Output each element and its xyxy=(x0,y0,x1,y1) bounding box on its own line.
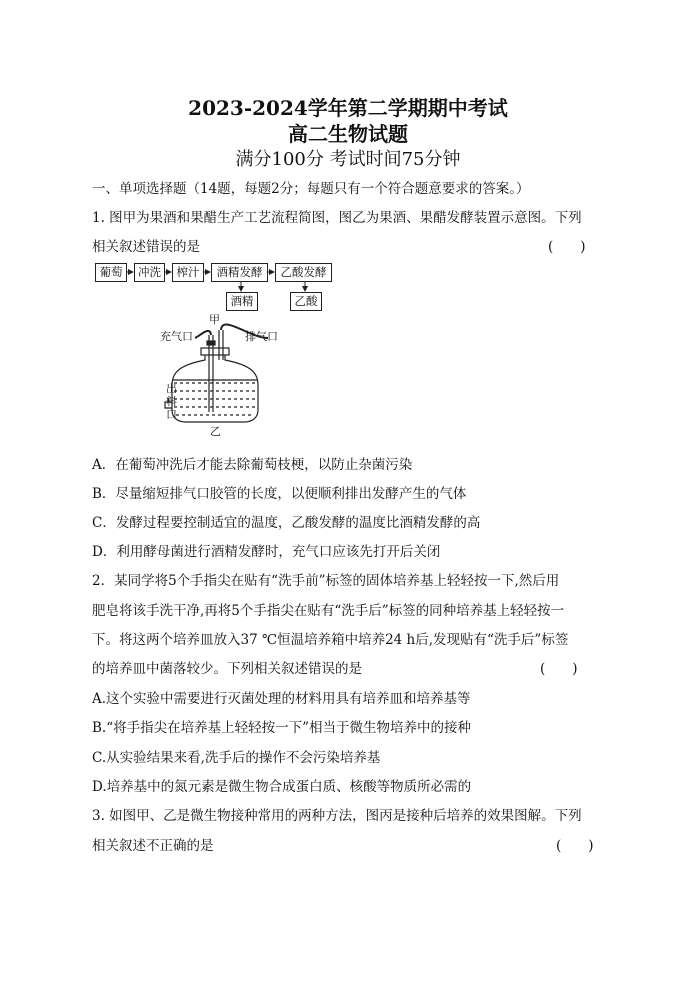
q2-option-a: A.这个实验中需要进行灭菌处理的材料用具有培养皿和培养基等 xyxy=(92,691,471,707)
q2-stem-line1: 2．某同学将5个手指尖在贴有“洗手前”标签的固体培养基上轻轻按一下,然后用 xyxy=(92,573,560,589)
section-heading: 一、单项选择题（14题，每题2分；每题只有一个符合题意要求的答案。） xyxy=(92,181,530,197)
q2-option-d: D.培养基中的氮元素是微生物合成蛋白质、核酸等物质所必需的 xyxy=(92,779,472,795)
q1-option-b: B．尽量缩短排气口胶管的长度，以便顺利排出发酵产生的气体 xyxy=(92,486,467,502)
q2-option-b: B.“将手指尖在培养基上轻轻按一下”相当于微生物培养中的接种 xyxy=(92,720,472,736)
q2-stem-line2: 肥皂将该手洗干净,再将5个手指尖在贴有“洗手后”标签的同种培养基上轻轻按一 xyxy=(92,603,565,619)
q2-answer-bracket: ( ) xyxy=(540,661,578,677)
q3-answer-bracket: ( ) xyxy=(556,838,594,854)
figure-caption-yi: 乙 xyxy=(210,425,221,438)
q2-stem-line4: 的培养皿中菌落较少。下列相关叙述错误的是 xyxy=(92,661,362,677)
label-outlet: 排气口 xyxy=(245,330,278,343)
flow-step-grape: 葡萄 xyxy=(95,263,127,282)
exam-title: 2023-2024学年第二学期期中考试 xyxy=(188,96,508,120)
q3-stem-line1: 3. 如图甲、乙是微生物接种常用的两种方法，图丙是接种后培养的效果图解。下列 xyxy=(92,808,582,824)
figure-caption-jia: 甲 xyxy=(209,313,220,326)
q3-stem-line2: 相关叙述不正确的是 xyxy=(92,838,214,854)
flow-output-alcohol: 酒精 xyxy=(226,292,258,311)
label-discharge-1: 出 xyxy=(166,382,177,395)
q1-stem-line1: 1. 图甲为果酒和果醋生产工艺流程简图，图乙为果酒、果醋发酵装置示意图。下列 xyxy=(92,210,582,226)
flow-step-alcohol-ferment: 酒精发酵 xyxy=(211,263,268,282)
q1-answer-bracket: ( ) xyxy=(548,239,586,255)
label-discharge-2: 料 xyxy=(166,395,177,408)
exam-info: 满分100分 考试时间75分钟 xyxy=(235,149,461,170)
q1-option-a: A．在葡萄冲洗后才能去除葡萄枝梗，以防止杂菌污染 xyxy=(92,457,413,473)
flow-output-acetic: 乙酸 xyxy=(290,292,322,311)
flow-step-wash: 冲洗 xyxy=(134,263,165,282)
flow-step-acetic-ferment: 乙酸发酵 xyxy=(275,263,332,282)
q1-stem-line2: 相关叙述错误的是 xyxy=(92,239,200,255)
q1-option-d: D．利用酵母菌进行酒精发酵时，充气口应该先打开后关闭 xyxy=(92,544,441,560)
exam-subtitle: 高二生物试题 xyxy=(288,122,408,146)
label-discharge-3: 口 xyxy=(166,408,177,421)
label-inlet: 充气口 xyxy=(160,330,193,343)
q1-option-c: C．发酵过程要控制适宜的温度，乙酸发酵的温度比酒精发酵的高 xyxy=(92,515,481,531)
q2-stem-line3: 下。将这两个培养皿放入37 ℃恒温培养箱中培养24 h后,发现贴有“洗手后”标签 xyxy=(92,632,569,648)
flow-step-juice: 榨汁 xyxy=(172,263,204,282)
q2-option-c: C.从实验结果来看,洗手后的操作不会污染培养基 xyxy=(92,750,381,766)
